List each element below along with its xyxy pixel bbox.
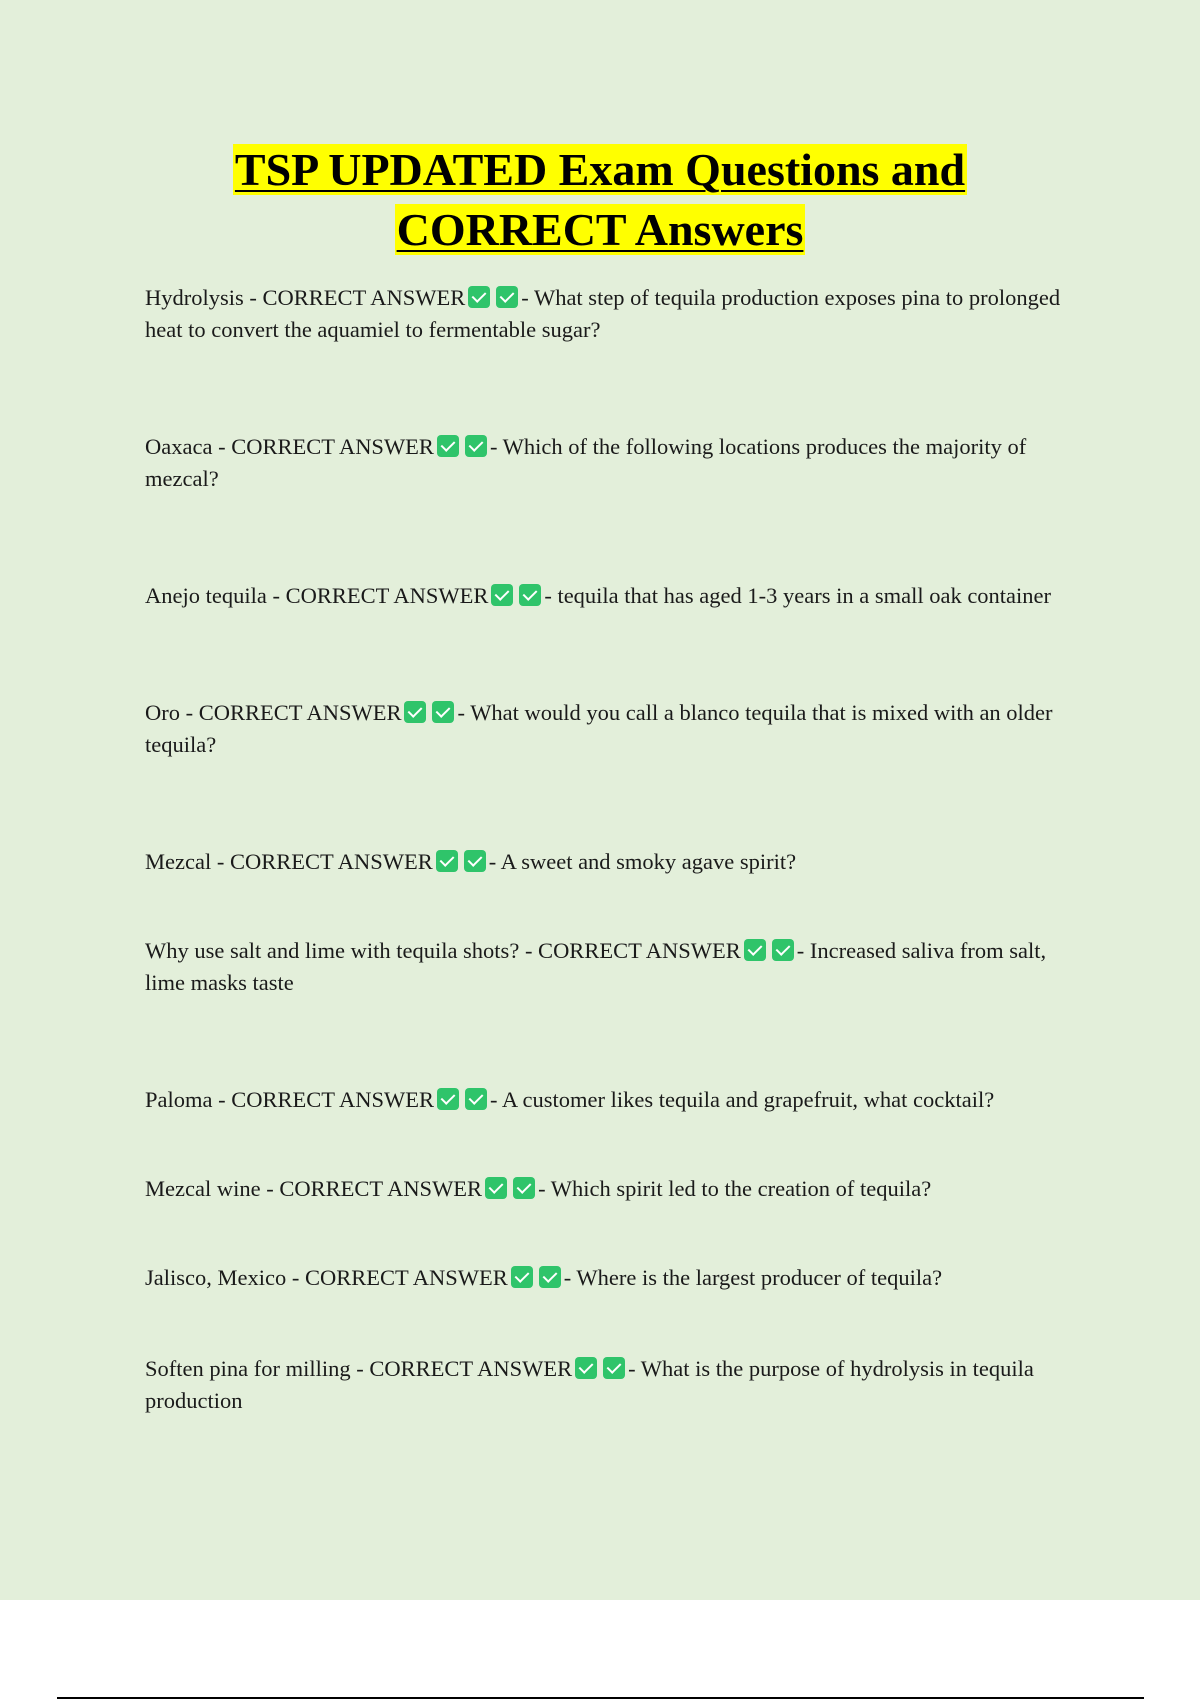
qa-item [145,282,1090,346]
check-box-icon [772,939,794,961]
check-box-icon [744,939,766,961]
qa-item [145,846,1090,878]
check-box-icon [465,435,487,457]
question-text: - What would you call a blanco tequila that is mixed with an older tequila? [145,700,1053,757]
question-text: - A sweet and smoky agave spirit? [488,849,797,874]
correct-answer-label: - CORRECT ANSWER [185,700,402,725]
qa-item [145,580,1090,612]
title-line-1: TSP UPDATED Exam Questions and [234,144,966,195]
answer-text: Anejo tequila [145,583,267,608]
document-title [0,140,1200,260]
qa-item [145,935,1090,999]
check-box-icon [603,1357,625,1379]
answer-text: Mezcal [145,849,212,874]
question-text: - A customer likes tequila and grapefruit, what cocktail? [489,1087,995,1112]
check-box-icon [511,1266,533,1288]
answer-text: Mezcal wine [145,1176,261,1201]
check-box-icon [575,1357,597,1379]
correct-answer-label: - CORRECT ANSWER [356,1356,573,1381]
question-text: - Which of the following locations produces the majority of mezcal? [145,434,1027,491]
answer-text: Paloma [145,1087,213,1112]
qa-item [145,431,1090,495]
qa-list [145,282,1090,1413]
check-box-icon [404,701,426,723]
check-box-icon [432,701,454,723]
check-box-icon [468,286,490,308]
question-text: - What is the purpose of hydrolysis in tequila production [145,1356,1034,1413]
footer-divider [57,1697,1144,1699]
check-box-icon [437,435,459,457]
check-box-icon [491,584,513,606]
qa-item [145,1084,1090,1116]
correct-answer-label: - CORRECT ANSWER [291,1265,508,1290]
correct-answer-label: - CORRECT ANSWER [218,434,434,459]
check-box-icon [485,1177,507,1199]
answer-text: Hydrolysis [145,285,244,310]
qa-item [145,1262,1090,1294]
correct-answer-label: - CORRECT ANSWER [216,849,433,874]
question-text: - Increased saliva from salt, lime masks taste [145,938,1047,995]
answer-text: Oaxaca [145,434,213,459]
check-box-icon [464,850,486,872]
answer-text: Why use salt and lime with tequila shots? [145,938,520,963]
correct-answer-label: - CORRECT ANSWER [524,938,741,963]
check-box-icon [519,584,541,606]
check-box-icon [513,1177,535,1199]
qa-item [145,697,1090,761]
check-box-icon [496,286,518,308]
check-box-icon [436,850,458,872]
question-text: - Where is the largest producer of tequila? [563,1265,943,1290]
qa-item [145,1173,1090,1205]
question-text: - Which spirit led to the creation of tequila? [538,1176,932,1201]
correct-answer-label: - CORRECT ANSWER [249,285,466,310]
check-box-icon [465,1088,487,1110]
title-line-2: CORRECT Answers [396,204,804,255]
answer-text: Jalisco, Mexico [145,1265,287,1290]
question-text: - tequila that has aged 1-3 years in a small oak container [544,583,1052,608]
answer-text: Soften pina for milling [145,1356,351,1381]
check-box-icon [539,1266,561,1288]
correct-answer-label: - CORRECT ANSWER [272,583,489,608]
correct-answer-label: - CORRECT ANSWER [218,1087,434,1112]
qa-item [145,1353,1090,1417]
answer-text: Oro [145,700,180,725]
question-text: - What step of tequila production exposes pina to prolonged heat to convert the aquamiel to fermentable sugar? [145,285,1061,342]
check-box-icon [437,1088,459,1110]
correct-answer-label: - CORRECT ANSWER [266,1176,483,1201]
